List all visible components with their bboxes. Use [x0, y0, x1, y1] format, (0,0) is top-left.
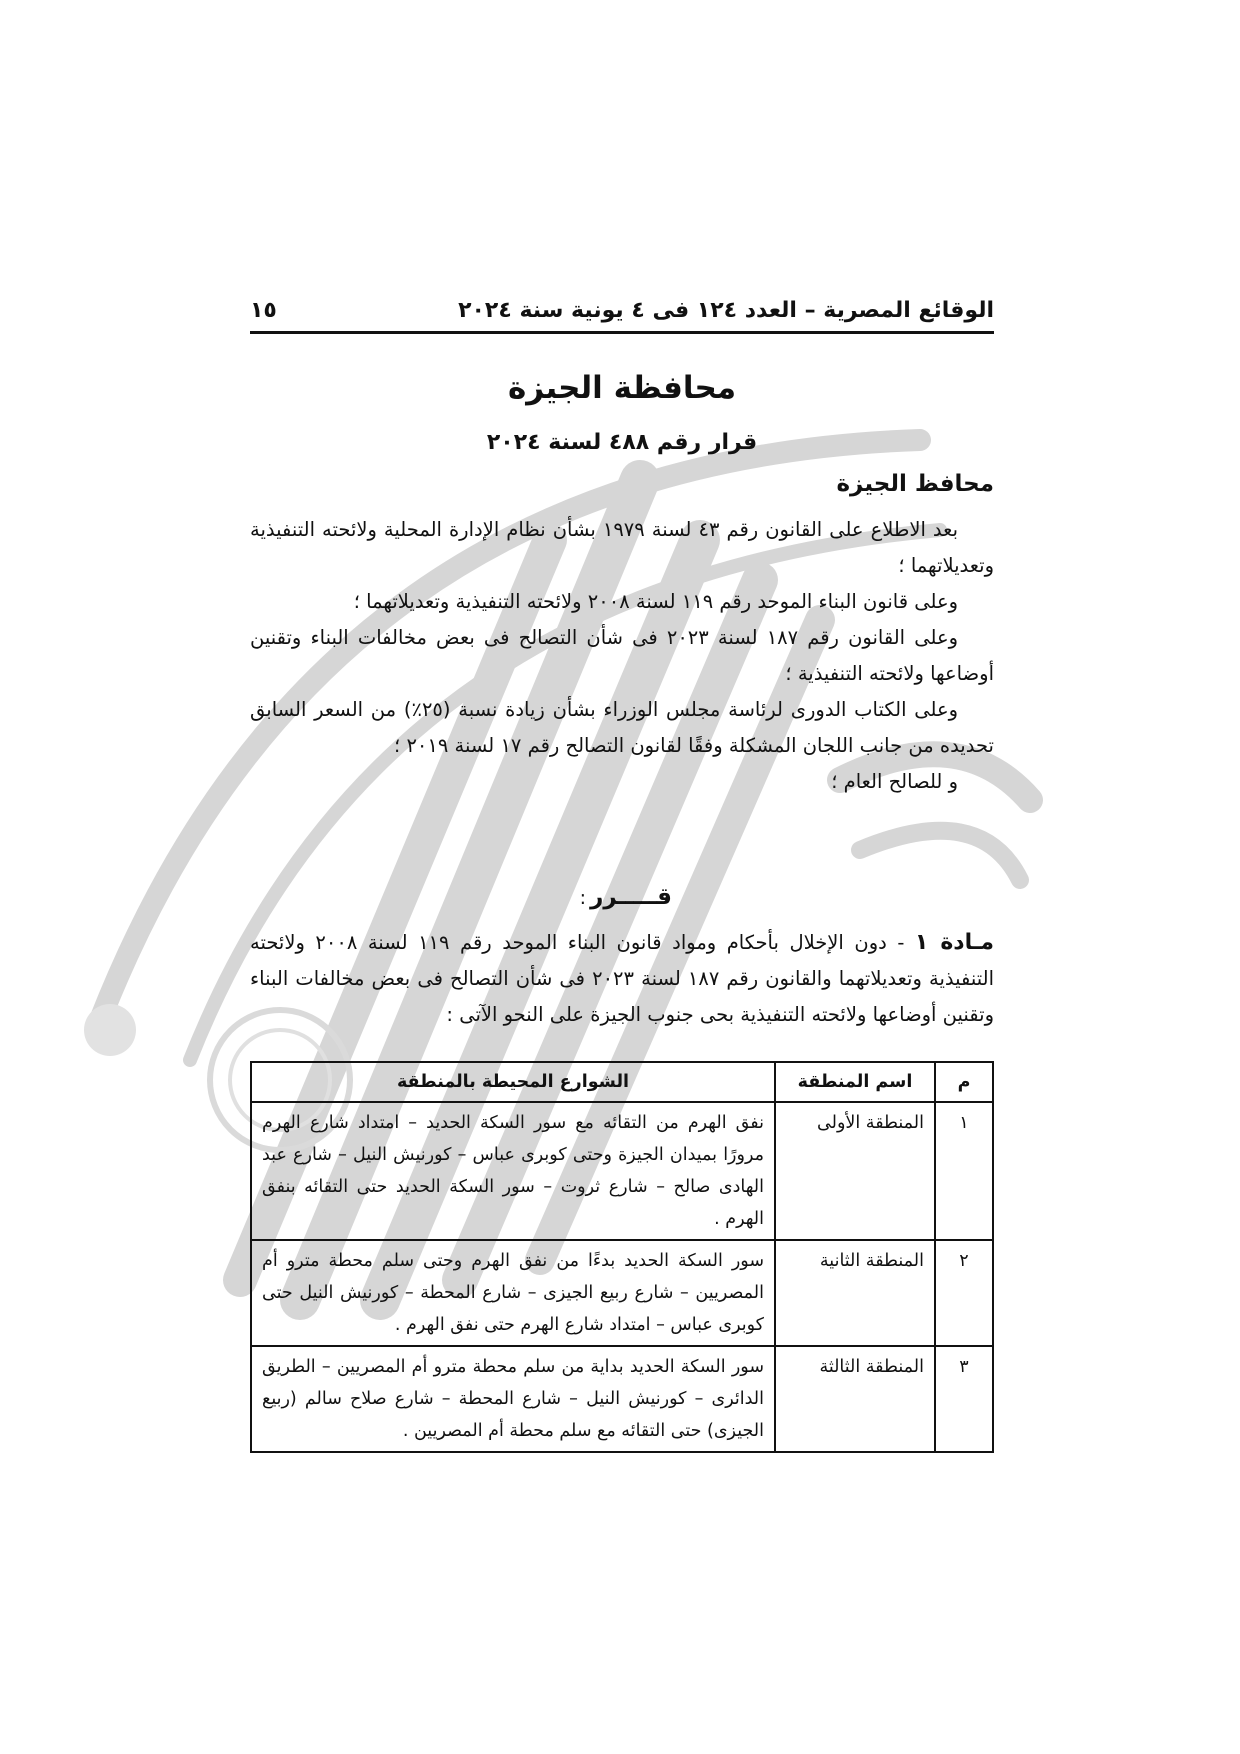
decided-label: قـــــرر: [590, 884, 672, 910]
table-row: [251, 1102, 993, 1240]
zone-name: المنطقة الأولى: [775, 1102, 935, 1240]
article-text: - دون الإخلال بأحكام ومواد قانون البناء الموحد رقم ١١٩ لسنة ٢٠٠٨ ولائحته التنفيذية وتعديلاتهما والقانون رقم ١٨٧ لسنة ٢٠٢٣ فى شأن التصالح فى بعض مخالفات البناء وتقنين أوضاعها ولائحته التنفيذية بحى جنوب الجيزة على النحو الآتى :: [250, 931, 994, 1026]
row-num: ١: [935, 1102, 993, 1240]
preamble-clause: بعد الاطلاع على القانون رقم ٤٣ لسنة ١٩٧٩ بشأن نظام الإدارة المحلية ولائحته التنفيذية وتعديلاتهما ؛: [250, 518, 994, 577]
decree-title: قرار رقم ٤٨٨ لسنة ٢٠٢٤: [486, 430, 758, 455]
table-row: [251, 1240, 993, 1346]
decided-heading: [580, 884, 672, 910]
zones-table: [250, 1061, 994, 1453]
governor-title: محافظ الجيزة: [836, 471, 994, 497]
table-header-row: [251, 1062, 993, 1102]
governorate-title: محافظة الجيزة: [507, 370, 737, 406]
page-number: ١٥: [250, 298, 277, 323]
zone-name: المنطقة الثالثة: [775, 1346, 935, 1452]
header-zone-name: اسم المنطقة: [775, 1062, 935, 1102]
preamble-clause: وعلى قانون البناء الموحد رقم ١١٩ لسنة ٢٠٠٨ ولائحته التنفيذية وتعديلاتهما ؛: [353, 590, 958, 613]
table-row: [251, 1346, 993, 1452]
decided-colon: :: [579, 887, 587, 909]
zone-streets: سور السكة الحديد بدءًا من نفق الهرم وحتى سلم محطة مترو أم المصريين – شارع ربيع الجيزى – شارع المحطة – كورنيش النيل حتى كوبرى عباس – امتداد شارع الهرم حتى نفق الهرم .: [251, 1240, 775, 1346]
article-1: [250, 925, 994, 1033]
gazette-issue-title: الوقائع المصرية – العدد ١٢٤ فى ٤ يونية سنة ٢٠٢٤: [458, 298, 994, 323]
article-paragraph: [250, 925, 994, 1033]
header-streets: الشوارع المحيطة بالمنطقة: [251, 1062, 775, 1102]
preamble-clause: وعلى الكتاب الدورى لرئاسة مجلس الوزراء بشأن زيادة نسبة (٢٥٪) من السعر السابق تحديده من جانب اللجان المشكلة وفقًا لقانون التصالح رقم ١٧ لسنة ٢٠١٩ ؛: [250, 698, 994, 757]
row-num: ٢: [935, 1240, 993, 1346]
header-num: م: [935, 1062, 993, 1102]
zone-streets: سور السكة الحديد بداية من سلم محطة مترو أم المصريين – الطريق الدائرى – كورنيش النيل – شارع المحطة – شارع صلاح سالم (ربيع الجيزى) حتى التقائه مع سلم محطة أم المصريين .: [251, 1346, 775, 1452]
running-header: [250, 284, 994, 334]
preamble: [250, 512, 994, 800]
zone-name: المنطقة الثانية: [775, 1240, 935, 1346]
preamble-clause: وعلى القانون رقم ١٨٧ لسنة ٢٠٢٣ فى شأن التصالح فى بعض مخالفات البناء وتقنين أوضاعها ولائحته التنفيذية ؛: [250, 626, 994, 685]
zone-streets: نفق الهرم من التقائه مع سور السكة الحديد – امتداد شارع الهرم مرورًا بميدان الجيزة وحتى كوبرى عباس – كورنيش النيل – شارع عبد الهادى صالح – شارع ثروت – سور السكة الحديد حتى التقائه بنفق الهرم .: [251, 1102, 775, 1240]
preamble-clause: و للصالح العام ؛: [831, 770, 958, 793]
row-num: ٣: [935, 1346, 993, 1452]
article-label: مـادة ١: [914, 930, 994, 955]
